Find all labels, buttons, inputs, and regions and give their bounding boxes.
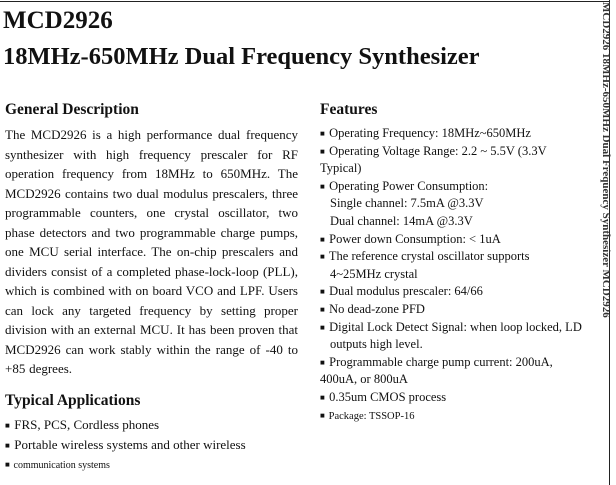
list-item bbox=[320, 248, 610, 283]
bullet-icon: ■ bbox=[320, 357, 325, 367]
feature-text: Dual modulus prescaler: 64/66 bbox=[329, 284, 483, 299]
feature-text: Operating Voltage Range: 2.2 ~ 5.5V (3.3V bbox=[329, 143, 547, 158]
list-item bbox=[320, 283, 610, 301]
application-item-text: FRS, PCS, Cordless phones bbox=[14, 416, 160, 432]
feature-text: Single channel: 7.5mA @3.3V bbox=[330, 196, 484, 211]
general-description-heading: General Description bbox=[5, 101, 139, 118]
feature-text: The reference crystal oscillator supports bbox=[328, 249, 530, 264]
bullet-icon: ■ bbox=[5, 440, 10, 450]
bullet-icon: ■ bbox=[320, 304, 325, 314]
feature-text: Operating Frequency: 18MHz~650MHz bbox=[329, 126, 531, 140]
bullet-icon: ■ bbox=[320, 392, 325, 402]
feature-text: Typical) bbox=[320, 161, 362, 176]
list-item bbox=[320, 354, 610, 389]
typical-applications-list bbox=[5, 415, 298, 475]
bullet-icon: ■ bbox=[320, 146, 325, 156]
application-item-text: Portable wireless systems and other wireless bbox=[14, 436, 246, 452]
bullet-icon: ■ bbox=[320, 410, 325, 420]
features-list bbox=[320, 125, 610, 425]
list-item bbox=[320, 407, 610, 426]
bullet-icon: ■ bbox=[320, 322, 325, 332]
feature-text: outputs high level. bbox=[330, 337, 423, 352]
bullet-icon: ■ bbox=[320, 252, 325, 262]
top-border-line bbox=[0, 1, 610, 2]
feature-text: No dead-zone PFD bbox=[329, 301, 425, 316]
part-number-title: MCD2926 bbox=[3, 7, 113, 34]
bullet-icon: ■ bbox=[320, 129, 325, 138]
right-column bbox=[320, 100, 610, 425]
list-item bbox=[320, 125, 610, 143]
list-item bbox=[5, 455, 298, 475]
feature-text: Dual channel: 14mA @3.3V bbox=[330, 213, 473, 228]
feature-text: 4~25MHz crystal bbox=[330, 266, 418, 281]
left-column bbox=[5, 100, 298, 475]
list-item bbox=[320, 231, 610, 249]
application-item-text: communication systems bbox=[13, 459, 110, 471]
features-heading: Features bbox=[320, 101, 378, 118]
feature-text: Digital Lock Detect Signal: when loop locked, LD bbox=[329, 319, 582, 334]
bullet-icon: ■ bbox=[320, 181, 325, 191]
general-description-body: The MCD2926 is a high performance dual frequency synthesizer with high frequency prescaler for RF operation frequency from 18MHz to 650MHz. The MCD2926 contains two dual modulus prescalers, three programmable counters, one crystal oscillator, two phase detectors and two programmable charge pumps, one MCU serial interface. The on-chip prescalers and dividers consist of a completed phase-lock-loop (PLL), which is combined with on board VCO and LPF. Users can lock any targeted frequency by setting proper division with an external MCU. It has been proven that MCD2926 can work stably within the range of -40 to +85 degrees. bbox=[5, 127, 298, 376]
feature-text: Operating Power Consumption: bbox=[329, 178, 489, 193]
feature-text: Package: TSSOP-16 bbox=[328, 410, 415, 422]
product-title: 18MHz-650MHz Dual Frequency Synthesizer bbox=[3, 43, 480, 70]
typical-applications-heading: Typical Applications bbox=[5, 391, 141, 409]
list-item bbox=[320, 143, 610, 178]
list-item bbox=[320, 389, 610, 407]
list-item bbox=[320, 319, 610, 354]
bullet-icon: ■ bbox=[320, 287, 325, 297]
bullet-icon: ■ bbox=[5, 459, 10, 469]
list-item bbox=[320, 301, 610, 319]
feature-text: 400uA, or 800uA bbox=[320, 372, 408, 387]
bullet-icon: ■ bbox=[320, 234, 325, 244]
list-item bbox=[320, 178, 610, 231]
feature-text: Programmable charge pump current: 200uA, bbox=[329, 354, 553, 369]
feature-text: 0.35um CMOS process bbox=[329, 389, 447, 404]
feature-text: Power down Consumption: < 1uA bbox=[329, 231, 501, 246]
list-item bbox=[5, 435, 298, 455]
list-item bbox=[5, 415, 298, 435]
bullet-icon: ■ bbox=[5, 420, 10, 430]
side-strip-text: MCD2926 18MHz-650MHz Dual Frequency Synthesizer MCD2926 bbox=[600, 2, 612, 318]
